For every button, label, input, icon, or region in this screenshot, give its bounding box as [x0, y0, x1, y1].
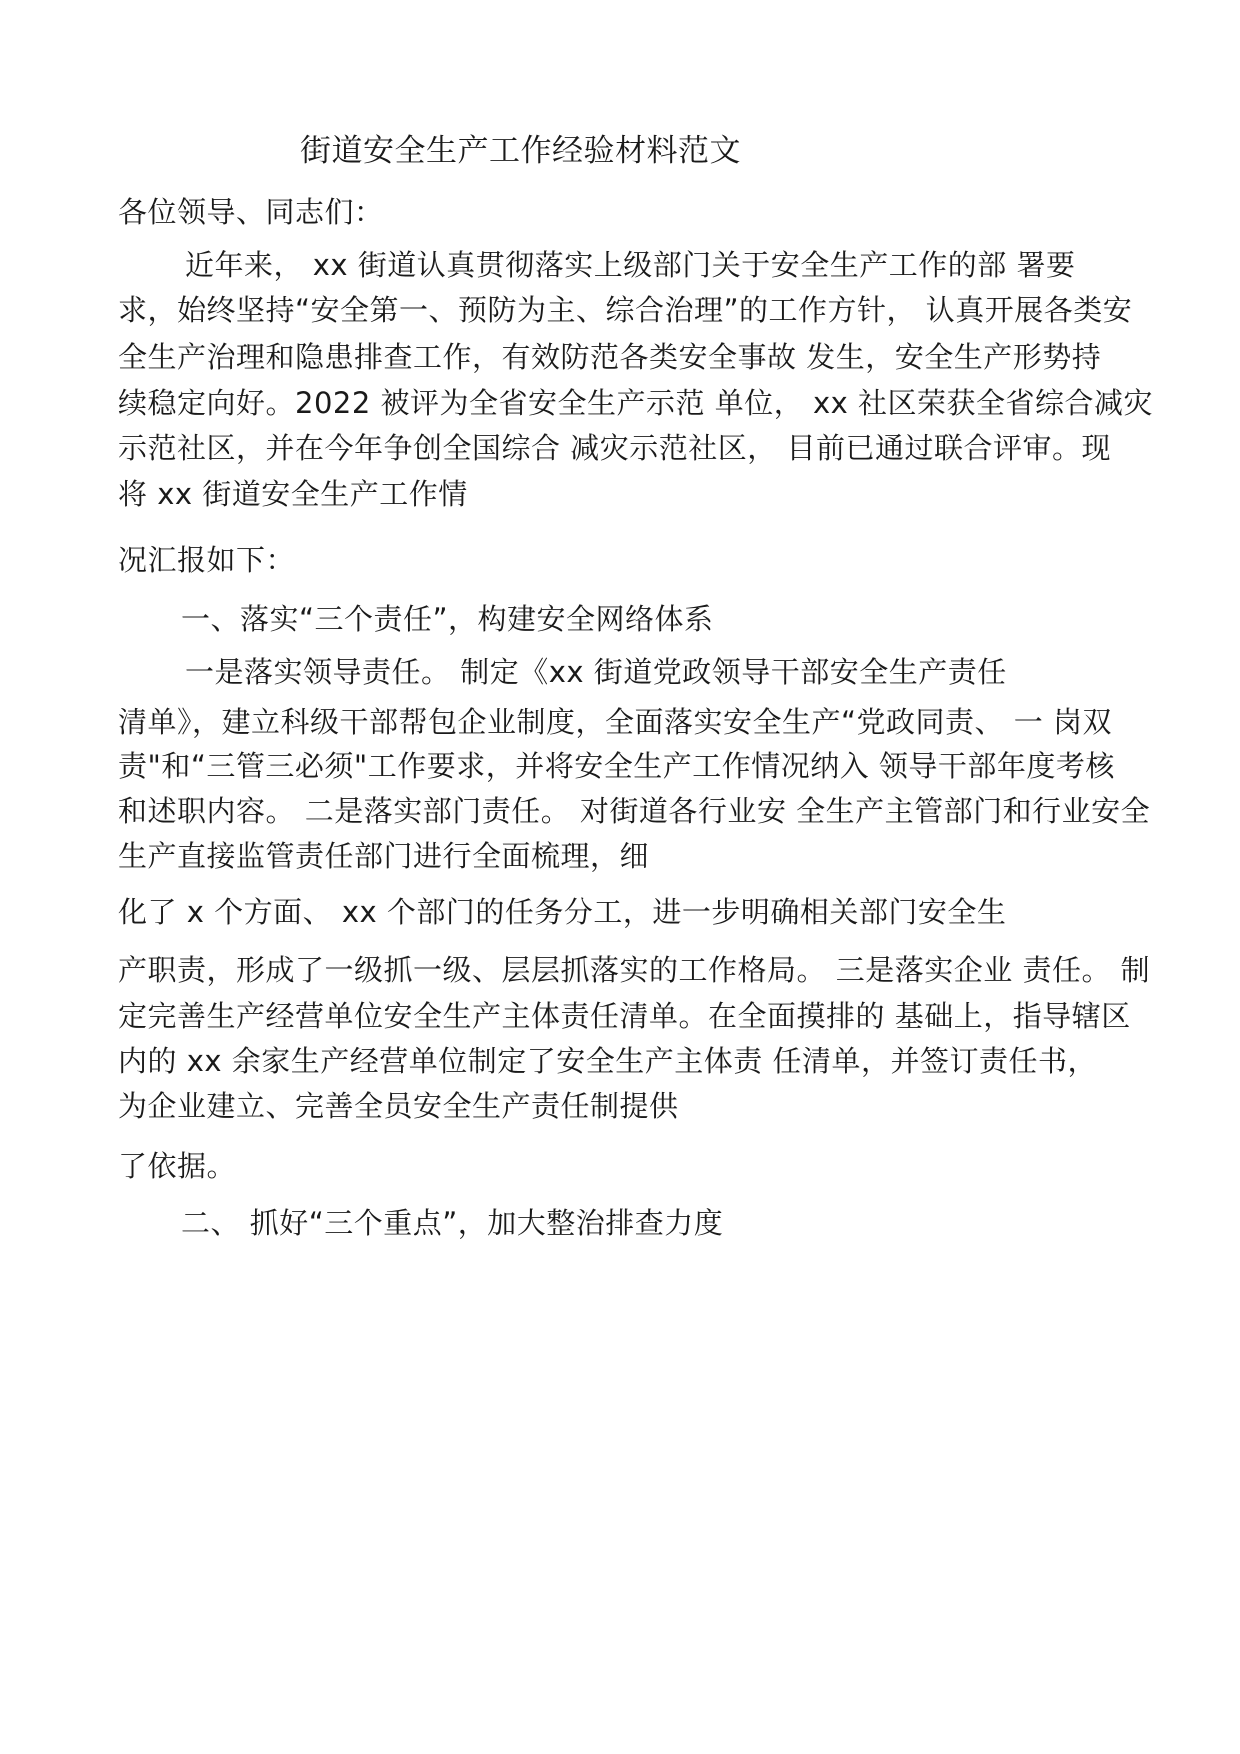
paragraph-line: 责"和“三管三必须"工作要求，并将安全生产工作情况纳入 领导干部年度考核	[118, 749, 1115, 783]
paragraph-line: 内的 xx 余家生产经营单位制定了安全生产主体责 任清单，并签订责任书，	[118, 1044, 1097, 1078]
document-title: 街道安全生产工作经验材料范文	[300, 133, 741, 169]
paragraph-line: 全生产治理和隐患排查工作，有效防范各类安全事故 发生，安全生产形势持	[118, 340, 1102, 374]
paragraph-line: 将 xx 街道安全生产工作情	[118, 477, 468, 511]
paragraph-line: 清单》，建立科级干部帮包企业制度，全面落实安全生产“党政同责、 一 岗双	[118, 705, 1112, 739]
paragraph-line: 产职责，形成了一级抓一级、层层抓落实的工作格局。 三是落实企业 责任。 制	[118, 953, 1151, 987]
paragraph-line: 定完善生产经营单位安全生产主体责任清单。在全面摸排的 基础上，指导辖区	[118, 999, 1131, 1033]
paragraph-line: 了依据。	[118, 1149, 237, 1183]
paragraph-line: 一是落实领导责任。 制定《xx 街道党政领导干部安全生产责任	[185, 655, 1007, 689]
paragraph-line: 续稳定向好。2022 被评为全省安全生产示范 单位， xx 社区荣获全省综合减灾	[118, 386, 1154, 420]
paragraph-line: 为企业建立、完善全员安全生产责任制提供	[118, 1089, 679, 1123]
paragraph-line: 求，始终坚持“安全第一、预防为主、综合治理”的工作方针， 认真开展各类安	[118, 293, 1133, 327]
paragraph-line: 化了 x 个方面、 xx 个部门的任务分工，进一步明确相关部门安全生	[118, 895, 1007, 929]
salutation: 各位领导、同志们：	[118, 195, 384, 229]
paragraph-line: 示范社区，并在今年争创全国综合 减灾示范社区， 目前已通过联合评审。现	[118, 431, 1111, 465]
section-heading: 一、落实“三个责任”，构建安全网络体系	[181, 602, 714, 636]
paragraph-line: 生产直接监管责任部门进行全面梳理，细	[118, 839, 650, 873]
paragraph-line: 况汇报如下：	[118, 543, 296, 577]
section-heading: 二、 抓好“三个重点”，加大整治排查力度	[181, 1206, 724, 1240]
paragraph-line: 近年来， xx 街道认真贯彻落实上级部门关于安全生产工作的部 署要	[185, 248, 1076, 282]
paragraph-line: 和述职内容。 二是落实部门责任。 对街道各行业安 全生产主管部门和行业安全	[118, 794, 1151, 828]
